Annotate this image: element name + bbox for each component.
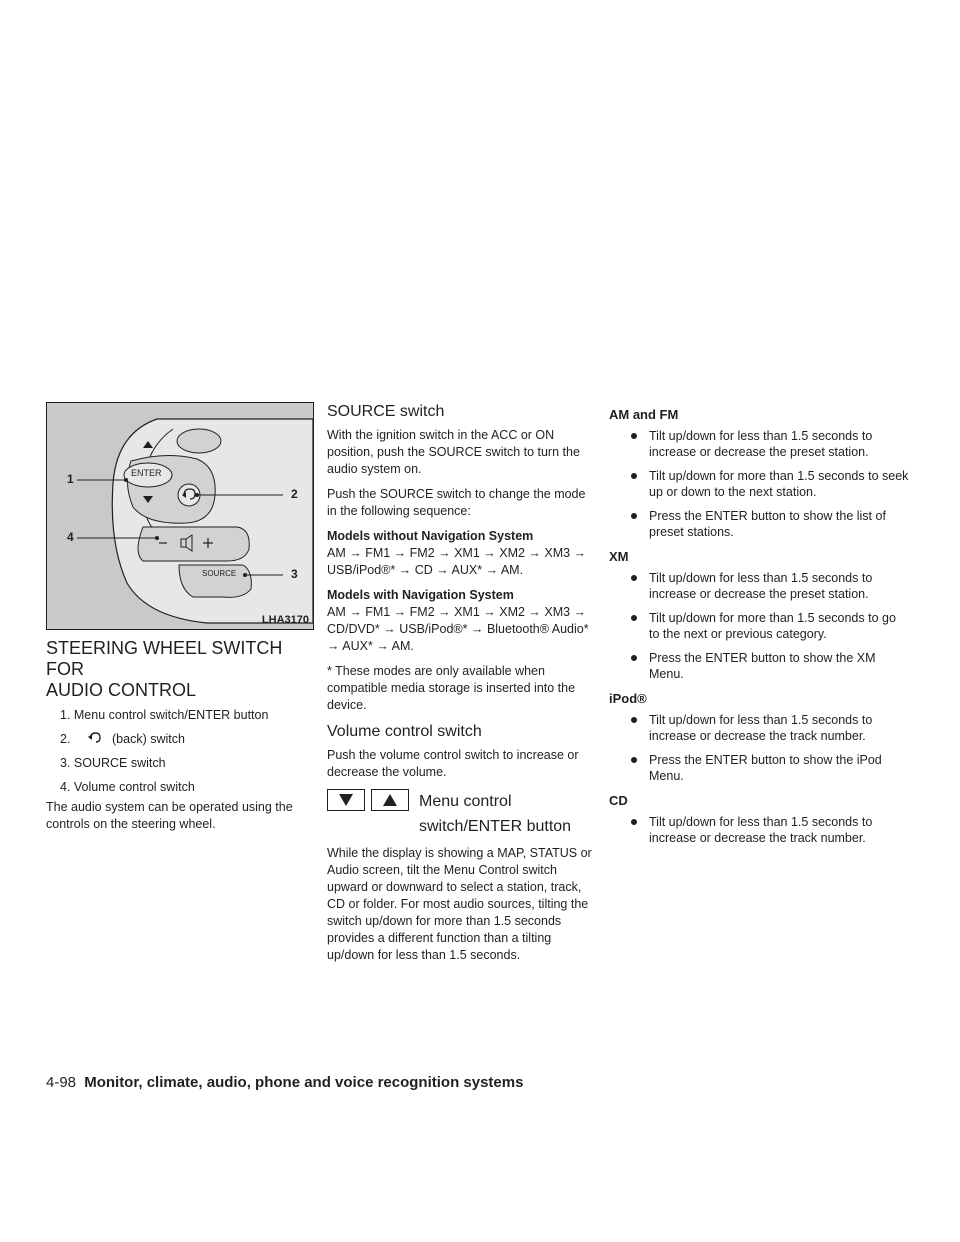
group-ipod [609, 690, 909, 784]
page-footer [46, 1074, 523, 1091]
triangle-down-icon [339, 794, 353, 806]
list-item: Press the ENTER button to show the iPod Menu. [609, 752, 909, 784]
figure-code: LHA3170 [261, 614, 309, 626]
sequence-with-nav [327, 587, 595, 655]
volume-p1: Push the volume control switch to increase or decrease the volume. [327, 748, 579, 779]
group-heading: AM and FM [609, 407, 679, 422]
menu-control-caption [419, 789, 571, 839]
bullet-list [609, 712, 909, 784]
seq2-body: AM → FM1 → FM2 → XM1 → XM2 → XM3 → CD/DVD* → USB/iPod®* → Bluetooth® Audio* → AUX* → AM. [327, 605, 589, 653]
list-item: Tilt up/down for more than 1.5 seconds to go to the next or previous category. [609, 610, 909, 642]
caption-line-2: switch/ENTER button [419, 818, 572, 835]
seq2-heading: Models with Navigation System [327, 588, 514, 602]
list-item: Tilt up/down for less than 1.5 seconds to increase or decrease the preset station. [609, 570, 909, 602]
triangle-up-icon [383, 794, 397, 806]
bullet-list [609, 428, 909, 540]
legend-item-2-number: 2. [60, 732, 71, 746]
list-item: Press the ENTER button to show the XM Menu. [609, 650, 909, 682]
menu-control-p1: While the display is showing a MAP, STATUS or Audio screen, tilt the Menu Control switch upward or downward to select a station, track, CD or folder. For most audio sources, tilting the switch up/down for more than 1.5 seconds provides a different function than a tilting up/down for less than 1.5 seconds. [327, 846, 592, 962]
list-item: Tilt up/down for less than 1.5 seconds to increase or decrease the preset station. [609, 428, 909, 460]
callout-1: 1 [67, 472, 74, 486]
legend-item-4: 4. Volume control switch [60, 780, 195, 794]
group-heading: XM [609, 549, 629, 564]
legend-list [46, 707, 314, 796]
section-title-steering [46, 638, 314, 701]
title-line-1: STEERING WHEEL SWITCH FOR [46, 638, 283, 679]
group-cd [609, 792, 909, 846]
volume-switch-title: Volume control switch [327, 723, 482, 740]
group-heading: iPod® [609, 691, 647, 706]
source-label: SOURCE [202, 569, 237, 578]
list-item: Press the ENTER button to show the list of preset stations. [609, 508, 909, 540]
list-item: Tilt up/down for less than 1.5 seconds to increase or decrease the track number. [609, 712, 909, 744]
down-key-box [327, 789, 365, 811]
right-column [609, 402, 909, 854]
group-am-fm [609, 406, 909, 540]
seq1-body: AM → FM1 → FM2 → XM1 → XM2 → XM3 → USB/iPod®* → CD → AUX* → AM. [327, 546, 587, 577]
legend-item-2 [60, 731, 314, 748]
legend-item-1: 1. Menu control switch/ENTER button [60, 708, 269, 722]
caption-line-1: Menu control [419, 793, 512, 810]
callout-3: 3 [291, 567, 298, 581]
source-switch-title: SOURCE switch [327, 403, 445, 420]
menu-control-heading [327, 789, 595, 839]
middle-column [327, 402, 595, 972]
page-number: 4-98 [46, 1074, 77, 1091]
group-heading: CD [609, 793, 628, 808]
legend-item-2-text: (back) switch [112, 732, 185, 746]
left-column [46, 402, 314, 841]
source-p2: Push the SOURCE switch to change the mode in the following sequence: [327, 487, 586, 518]
callout-4: 4 [67, 530, 74, 544]
bullet-list [609, 570, 909, 682]
modes-note: * These modes are only available when compatible media storage is inserted into the device. [327, 664, 576, 712]
up-key-box [371, 789, 409, 811]
bullet-list [609, 814, 909, 846]
list-item: Tilt up/down for more than 1.5 seconds to seek up or down to the next station. [609, 468, 909, 500]
intro-paragraph: The audio system can be operated using the controls on the steering wheel. [46, 800, 293, 831]
source-p1: With the ignition switch in the ACC or ON position, push the SOURCE switch to turn the audio system on. [327, 428, 580, 476]
list-item: Tilt up/down for less than 1.5 seconds to increase or decrease the track number. [609, 814, 909, 846]
steering-switch-figure [46, 402, 314, 630]
chapter-title: Monitor, climate, audio, phone and voice recognition systems [84, 1074, 524, 1091]
sequence-without-nav [327, 528, 595, 579]
legend-item-3: 3. SOURCE switch [60, 756, 166, 770]
back-icon [88, 732, 102, 744]
title-line-2: AUDIO CONTROL [46, 680, 197, 700]
steering-switch-illustration [47, 403, 313, 629]
group-xm [609, 548, 909, 682]
enter-label: ENTER [131, 468, 162, 478]
callout-2: 2 [291, 487, 298, 501]
seq1-heading: Models without Navigation System [327, 529, 534, 543]
